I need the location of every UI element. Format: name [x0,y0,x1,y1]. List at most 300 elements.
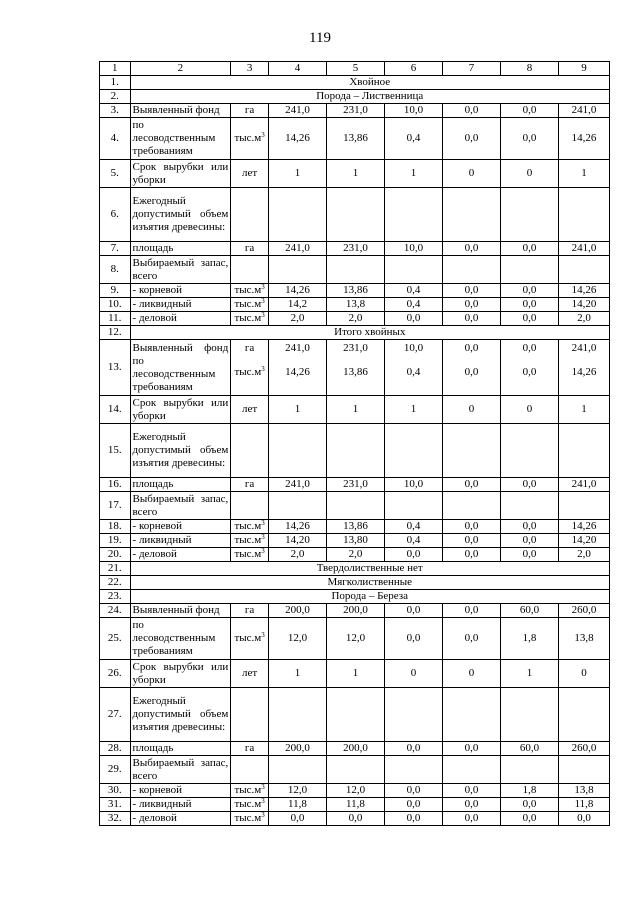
value-cell: 0,0 [443,118,501,160]
page-number: 119 [309,30,331,46]
value-cell [268,256,326,284]
value-cell: 241,0 [268,242,326,256]
value-cell [268,340,326,396]
unit-cell [231,548,269,562]
value-cell: 0,0 [268,812,326,826]
row-number: 7. [100,242,131,256]
indicator-name: Ежегодный допустимый объем изъятия древесины: [130,688,231,742]
value-cell: 11,8 [268,798,326,812]
indicator-name: - деловой [130,312,231,326]
unit-text: лет [242,403,258,415]
unit-cell [231,688,269,742]
value-cell: 0,4 [384,284,442,298]
value-cell [559,188,610,242]
indicator-name: по лесоводственным требованиям [130,618,231,660]
value-cell: 0,0 [384,812,442,826]
row-number: 10. [100,298,131,312]
indicator-name: - ликвидный [130,798,231,812]
unit-cell [231,312,269,326]
table-row [100,326,610,340]
table-row [100,298,610,312]
unit-text: га [244,342,255,354]
unit-text: $тыс.м^3$ [234,365,265,378]
value-cell: 0,0 [384,742,442,756]
value-cell [326,424,384,478]
value-cell: 0,4 [384,520,442,534]
unit-cell [231,604,269,618]
table-row [100,340,610,396]
value-cell: 14,20 [559,298,610,312]
value-cell: 0,0 [501,312,559,326]
table-row [100,562,610,576]
unit-cell [231,160,269,188]
indicator-name: - корневой [130,520,231,534]
column-header: 7 [443,62,501,76]
value-cell: 14,20 [559,534,610,548]
unit-cell [231,492,269,520]
value-cell [443,256,501,284]
unit-text: га [244,742,255,754]
value-text: 10,0 [403,342,424,354]
value-cell: 14,26 [268,118,326,160]
unit-cell [231,188,269,242]
value-cell: 200,0 [268,742,326,756]
value-cell: 0,0 [443,242,501,256]
indicator-name: Ежегодный допустимый объем изъятия древесины: [130,424,231,478]
indicator-name: Выявленный фонд по лесоводственным требованиям [130,340,231,396]
value-cell: 12,0 [268,618,326,660]
value-cell [384,688,442,742]
row-number: 17. [100,492,131,520]
value-cell: 2,0 [268,312,326,326]
unit-cell [231,742,269,756]
unit-cell [231,298,269,312]
table-row [100,188,610,242]
indicator-name: Выбираемый запас, всего [130,756,231,784]
value-cell: 13,86 [326,284,384,298]
value-cell: 241,0 [559,242,610,256]
unit-superscript: 3 [261,811,265,819]
value-cell: 0,0 [443,604,501,618]
indicator-name: Выбираемый запас, всего [130,492,231,520]
unit-text: лет [242,167,258,179]
value-cell: 0,0 [443,520,501,534]
value-cell [501,492,559,520]
table-row [100,590,610,604]
unit-text: тыс.м [234,812,262,824]
value-cell [326,756,384,784]
column-header: 8 [501,62,559,76]
value-cell [384,256,442,284]
value-cell: 2,0 [326,548,384,562]
value-text: 231,0 [343,342,368,354]
value-cell: 1 [268,160,326,188]
value-cell: 231,0 [326,478,384,492]
value-cell: 1 [326,396,384,424]
value-cell: 0,0 [443,548,501,562]
unit-text: тыс.м [234,132,262,144]
value-cell: 241,0 [559,104,610,118]
table-row [100,604,610,618]
value-cell: 0 [443,396,501,424]
unit-superscript: 3 [261,311,265,319]
table-row [100,534,610,548]
row-number: 5. [100,160,131,188]
unit-text: га [244,104,255,116]
value-cell [326,256,384,284]
unit-cell [231,798,269,812]
value-cell: 0,4 [384,118,442,160]
value-cell: 0 [384,660,442,688]
value-cell: 2,0 [326,312,384,326]
value-cell: 1 [384,396,442,424]
value-cell: 1,8 [501,784,559,798]
row-number: 18. [100,520,131,534]
indicator-name: площадь [130,478,231,492]
table-row [100,548,610,562]
value-cell: 0,0 [443,812,501,826]
column-header: 4 [268,62,326,76]
value-cell: 0 [501,396,559,424]
unit-cell [231,256,269,284]
value-cell: 13,80 [326,534,384,548]
value-cell: 0,0 [384,798,442,812]
value-cell: 0,0 [443,478,501,492]
value-cell: 14,26 [268,520,326,534]
value-cell [501,688,559,742]
value-cell [384,424,442,478]
value-text: 241,0 [571,342,597,354]
value-cell: 200,0 [268,604,326,618]
value-text: 241,0 [285,342,310,354]
unit-superscript: 3 [261,519,265,527]
column-header: 2 [130,62,231,76]
table-row [100,256,610,284]
value-cell: 0,0 [501,812,559,826]
value-cell: 0,0 [384,784,442,798]
value-cell: 0,0 [443,618,501,660]
value-cell: 12,0 [268,784,326,798]
row-number: 12. [100,326,131,340]
value-cell: 0 [443,660,501,688]
column-header: 6 [384,62,442,76]
table-row [100,688,610,742]
indicator-name: - ликвидный [130,298,231,312]
table-row [100,520,610,534]
unit-text: га [244,478,255,490]
table-row [100,104,610,118]
value-cell: 1 [326,660,384,688]
row-number: 1. [100,76,131,90]
value-cell: 13,8 [559,784,610,798]
value-cell: 260,0 [559,742,610,756]
table-row [100,492,610,520]
value-cell [443,424,501,478]
row-number: 30. [100,784,131,798]
value-cell [268,424,326,478]
value-cell: 0,0 [501,242,559,256]
row-number: 21. [100,562,131,576]
unit-superscript: 3 [261,783,265,791]
row-number: 9. [100,284,131,298]
value-cell: 10,0 [384,478,442,492]
unit-superscript: 3 [261,533,265,541]
table-row [100,576,610,590]
value-cell: 14,2 [268,298,326,312]
value-cell [268,492,326,520]
row-number: 24. [100,604,131,618]
row-number: 23. [100,590,131,604]
unit-text: тыс.м [234,548,262,560]
table-row [100,284,610,298]
column-header: 9 [559,62,610,76]
value-cell: 200,0 [326,742,384,756]
table-row [100,76,610,90]
value-cell: 1 [559,396,610,424]
section-title: Мягколиственные [130,576,609,590]
unit-cell [231,520,269,534]
value-cell [443,492,501,520]
unit-text: тыс.м [234,534,262,546]
value-cell: 231,0 [326,242,384,256]
indicator-name: Срок вырубки или уборки [130,160,231,188]
value-cell: 241,0 [268,478,326,492]
table-row [100,424,610,478]
value-cell: 13,8 [326,298,384,312]
value-cell [326,492,384,520]
indicator-name: Выявленный фонд [130,604,231,618]
unit-superscript: 3 [261,297,265,305]
value-text: 14,26 [285,366,310,378]
value-cell [384,188,442,242]
value-cell: 0,0 [384,604,442,618]
unit-superscript: 3 [261,283,265,291]
value-cell: 1 [326,160,384,188]
value-cell [559,256,610,284]
table-row [100,90,610,104]
value-cell: 60,0 [501,742,559,756]
indicator-name: - деловой [130,812,231,826]
value-text: 0,0 [522,342,537,354]
value-cell: 12,0 [326,618,384,660]
value-cell: 0,0 [443,104,501,118]
unit-cell [231,812,269,826]
value-text: 0,0 [464,342,479,354]
value-cell: 200,0 [326,604,384,618]
unit-superscript: 3 [261,797,265,805]
section-title: Порода – Лиственница [130,90,609,104]
value-cell [268,688,326,742]
value-cell: 11,8 [559,798,610,812]
indicator-name: Срок вырубки или уборки [130,396,231,424]
table-row [100,118,610,160]
table-row [100,160,610,188]
unit-superscript: 3 [261,131,265,139]
value-cell [326,340,384,396]
indicator-name: по лесоводственным требованиям [130,118,231,160]
row-number: 22. [100,576,131,590]
column-header: 3 [231,62,269,76]
unit-cell [231,534,269,548]
value-cell [443,688,501,742]
unit-text: тыс.м [234,784,262,796]
value-cell: 2,0 [268,548,326,562]
row-number: 20. [100,548,131,562]
value-cell [384,756,442,784]
unit-cell [231,784,269,798]
value-cell: 0,0 [443,284,501,298]
unit-cell [231,104,269,118]
table-row [100,660,610,688]
indicator-name: - корневой [130,784,231,798]
value-cell [384,340,442,396]
value-cell: 2,0 [559,312,610,326]
indicator-name: Ежегодный допустимый объем изъятия древесины: [130,188,231,242]
unit-cell [231,242,269,256]
unit-cell [231,340,269,396]
value-cell: 0,4 [384,298,442,312]
row-number: 15. [100,424,131,478]
value-cell [559,424,610,478]
forest-fund-table [99,61,610,826]
value-cell: 14,26 [559,118,610,160]
value-cell: 0 [443,160,501,188]
unit-cell [231,118,269,160]
unit-cell [231,284,269,298]
unit-superscript: 3 [261,365,265,373]
table-row [100,798,610,812]
value-cell: 1 [268,396,326,424]
table-row [100,242,610,256]
value-text: 13,86 [343,366,368,378]
value-cell: 0,0 [443,798,501,812]
unit-cell [231,618,269,660]
unit-text: га [244,604,255,616]
value-cell: 0,0 [501,298,559,312]
value-cell: 14,26 [268,284,326,298]
column-header: 1 [100,62,131,76]
value-text: 0,0 [464,366,479,378]
value-cell: 0,0 [501,798,559,812]
value-cell: 0,0 [501,534,559,548]
value-cell: 0,0 [559,812,610,826]
table-row [100,756,610,784]
table-header-row [100,62,610,76]
section-title: Твердолиственные нет [130,562,609,576]
value-cell [501,256,559,284]
unit-text: тыс.м [234,298,262,310]
value-cell [501,756,559,784]
value-cell [501,188,559,242]
row-number: 8. [100,256,131,284]
row-number: 11. [100,312,131,326]
value-cell [268,188,326,242]
value-cell: 0,0 [443,298,501,312]
value-cell: 0,0 [501,284,559,298]
value-cell: 0,0 [443,784,501,798]
row-number: 2. [100,90,131,104]
value-cell: 260,0 [559,604,610,618]
row-number: 32. [100,812,131,826]
unit-cell [231,660,269,688]
row-number: 26. [100,660,131,688]
value-text: 0,4 [406,366,421,378]
indicator-name: Срок вырубки или уборки [130,660,231,688]
value-cell: 1 [384,160,442,188]
value-cell: 0,0 [501,520,559,534]
unit-cell [231,478,269,492]
row-number: 13. [100,340,131,396]
value-cell: 0,0 [501,478,559,492]
value-cell: 0,0 [501,548,559,562]
value-cell: 13,86 [326,520,384,534]
value-cell: 241,0 [559,478,610,492]
value-cell [501,340,559,396]
row-number: 28. [100,742,131,756]
value-cell: 14,26 [559,284,610,298]
unit-text: тыс.м [234,284,262,296]
value-cell: 0 [559,660,610,688]
value-cell: 14,20 [268,534,326,548]
value-cell [559,756,610,784]
value-cell [559,688,610,742]
value-cell: 241,0 [268,104,326,118]
value-cell [559,340,610,396]
row-number: 27. [100,688,131,742]
value-cell: 10,0 [384,104,442,118]
indicator-name: Выявленный фонд [130,104,231,118]
unit-text: тыс.м [234,520,262,532]
value-cell: 10,0 [384,242,442,256]
row-number: 4. [100,118,131,160]
table-row [100,396,610,424]
unit-cell [231,396,269,424]
value-cell: 1 [559,160,610,188]
value-cell: 1 [268,660,326,688]
section-title: Итого хвойных [130,326,609,340]
value-cell: 13,8 [559,618,610,660]
value-cell: 0,0 [384,548,442,562]
value-cell [443,188,501,242]
value-cell [443,756,501,784]
unit-text: тыс.м [234,312,262,324]
value-cell: 0,0 [443,312,501,326]
value-cell [501,424,559,478]
value-cell: 0,0 [501,104,559,118]
value-cell [384,492,442,520]
unit-text: га [244,242,255,254]
value-cell: 0,0 [443,534,501,548]
row-number: 14. [100,396,131,424]
value-cell [559,492,610,520]
value-cell [326,688,384,742]
column-header: 5 [326,62,384,76]
value-cell: 1 [501,660,559,688]
value-cell: 2,0 [559,548,610,562]
unit-text: тыс.м [234,798,262,810]
row-number: 16. [100,478,131,492]
unit-text: лет [242,667,258,679]
row-number: 19. [100,534,131,548]
table-row [100,742,610,756]
table-row [100,312,610,326]
table-row [100,618,610,660]
row-number: 6. [100,188,131,242]
table-row [100,784,610,798]
row-number: 31. [100,798,131,812]
unit-superscript: 3 [261,547,265,555]
value-cell: 0,0 [384,618,442,660]
